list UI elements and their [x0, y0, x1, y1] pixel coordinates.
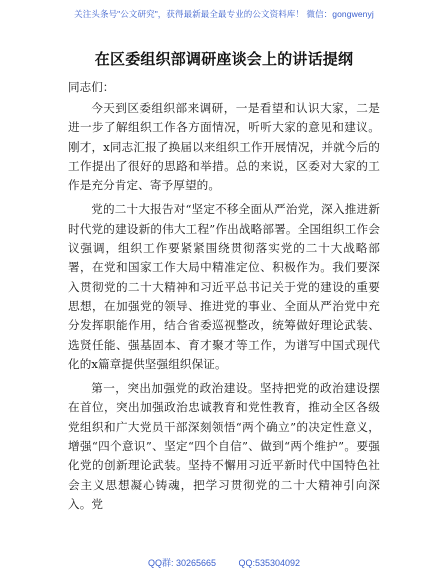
paragraph-3: 第一，突出加强党的政治建设。坚持把党的政治建设摆在首位，突出加强政治忠诚教育和党性教育，推动全区各级党组织和广大党员干部深刻领悟“两个确立”的决定性意义，增强“四个意识”、坚定“四个自信”、做到“两个维护”。要强化党的创新理论武装。坚持不懈用习近平新时代中国特色社会主义思想凝心铸魂，把学习贯彻党的二十大精神引向深入。党 [68, 381, 380, 511]
footer-contacts [0, 556, 448, 569]
document-page [68, 44, 380, 519]
salutation: 同志们： [68, 80, 115, 94]
document-title: 在区委组织部调研座谈会上的讲话提纲 [94, 50, 354, 68]
qq-group-text: QQ群: 30265665 [147, 558, 216, 568]
paragraph-2: 党的二十大报告对“坚定不移全面从严治党，深入推进新时代党的建设新的伟大工程”作出战略部署。全国组织工作会议强调，组织工作要紧紧围绕贯彻落实党的二十大战略部署，在党和国家工作大局中精准定位、积极作为。我们要深入贯彻党的二十大精神和习近平总书记关于党的建设的重要思想，在加强党的领导、推进党的事业、全面从严治党中充分发挥职能作用，结合省委巡视整改，统筹做好理论武装、选贤任能、强基固本、育才聚才等工作，为谱写中国式现代化的x篇章提供坚强组织保证。 [68, 202, 380, 371]
qq-text: QQ:535304092 [238, 558, 301, 568]
paragraph-1: 今天到区委组织部来调研，一是看望和认识大家，二是进一步了解组织工作各方面情况，听听大家的意见和建议。刚才，x同志汇报了换届以来组织工作开展情况，并就今后的工作提出了很好的思路和举措。总的来说，区委对大家的工作是充分肯定、寄予厚望的。 [68, 101, 380, 193]
promo-banner: 关注头条号"公文研究"，获得最新最全最专业的公文资料库！ 微信：gongwenyj [74, 9, 374, 19]
